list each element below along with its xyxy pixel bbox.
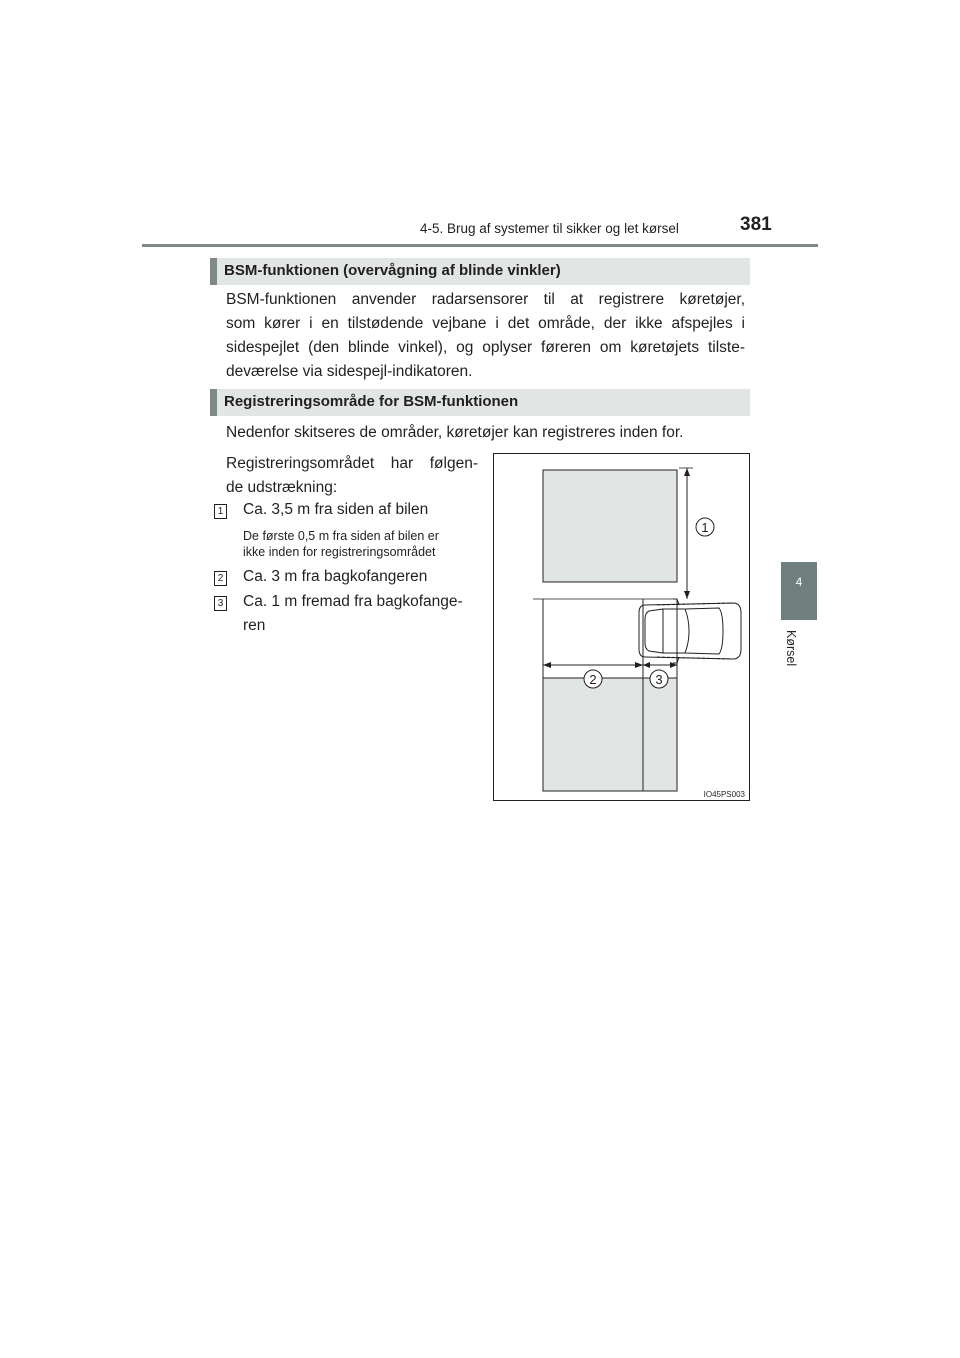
heading-marker xyxy=(210,258,217,285)
section-heading-bsm xyxy=(210,258,750,285)
callout-1 xyxy=(696,518,714,536)
list-intro-line: de udstrækning: xyxy=(226,479,338,496)
callout-3 xyxy=(650,670,668,688)
note-line: ikke inden for registreringsområdet xyxy=(243,545,436,559)
item-text: Ca. 3,5 m fra siden af bilen xyxy=(243,501,429,518)
chapter-tab xyxy=(781,562,817,620)
list-intro xyxy=(226,452,478,500)
detection-intro: Nedenfor skitseres de områder, køretøjer kan registreres inden for. xyxy=(226,424,684,441)
list-intro-line: Registreringsområdet har følgen- xyxy=(226,455,478,472)
body-line: som kører i en tilstødende vejbane i det område, der ikke afspejles i xyxy=(226,315,745,332)
item-text: ren xyxy=(243,617,266,634)
callout-2 xyxy=(584,670,602,688)
item-number-badge: 1 xyxy=(214,504,227,519)
rear-detection-zone xyxy=(543,678,677,791)
body-line: deværelse via sidespejl-indikatoren. xyxy=(226,363,473,380)
section-heading-detection-area xyxy=(210,389,750,416)
chapter-label: Kørsel xyxy=(784,630,798,667)
body-line: BSM-funktionen anvender radarsensorer til at registrere køretøjer, xyxy=(226,291,745,308)
item-text: Ca. 1 m fremad fra bagkofange- xyxy=(243,593,463,610)
item-number-badge: 3 xyxy=(214,596,227,611)
item-text: Ca. 3 m fra bagkofangeren xyxy=(243,568,428,585)
section-heading-text: BSM-funktionen (overvågning af blinde vinkler) xyxy=(224,262,561,279)
chapter-number: 4 xyxy=(795,575,803,589)
section-heading-text: Registreringsområde for BSM-funktionen xyxy=(224,393,519,410)
bsm-description xyxy=(226,288,745,384)
item-number-badge: 2 xyxy=(214,571,227,586)
image-code: IO45PS003 xyxy=(703,790,745,799)
header-rule xyxy=(142,244,818,247)
detection-area-figure xyxy=(493,453,750,801)
body-line: sidespejlet (den blinde vinkel), og oplyser føreren om køretøjets tilste- xyxy=(226,339,745,356)
callout-1-label: 1 xyxy=(701,520,709,535)
running-header: 4-5. Brug af systemer til sikker og let kørsel xyxy=(420,221,679,236)
heading-marker xyxy=(210,389,217,416)
page-number: 381 xyxy=(740,214,772,235)
chapter-label-wrap xyxy=(778,630,818,690)
note-line: De første 0,5 m fra siden af bilen er xyxy=(243,529,439,543)
detection-area-diagram xyxy=(493,453,750,801)
callout-3-label: 3 xyxy=(655,672,663,687)
side-detection-zone xyxy=(543,470,677,582)
item-note xyxy=(243,528,488,560)
callout-2-label: 2 xyxy=(589,672,597,687)
